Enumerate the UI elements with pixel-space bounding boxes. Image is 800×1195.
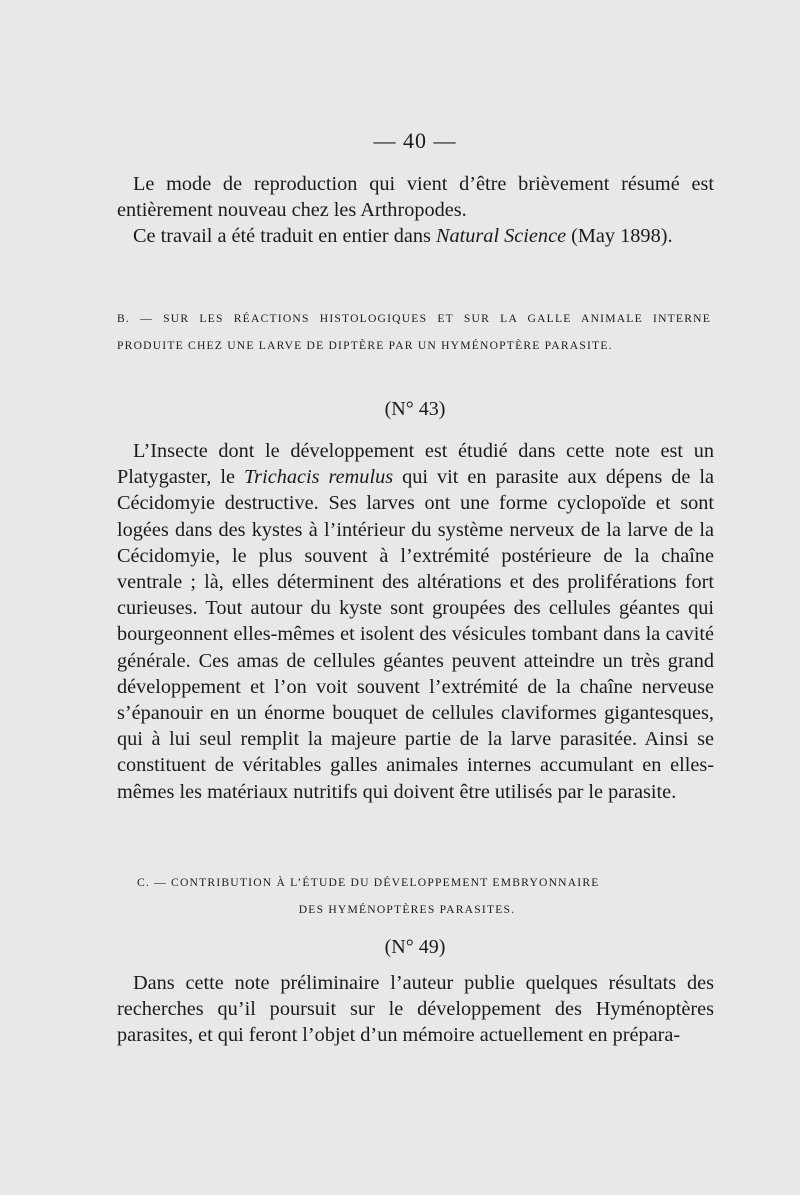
section-b-heading-block xyxy=(117,306,711,359)
section-c-body xyxy=(117,970,714,1049)
section-c-heading-line1: C. — CONTRIBUTION À L’ÉTUDE DU DÉVELOPPEMENT EMBRYONNAIRE xyxy=(137,876,600,889)
section-c-heading-block xyxy=(137,870,697,923)
section-b-number: (N° 43) xyxy=(384,398,446,420)
section-c-number: (N° 49) xyxy=(384,936,446,958)
section-b-paragraph: L’Insecte dont le développement est étudié dans cette note est un Platygaster, le Trichacis remulus qui vit en parasite aux dépens de la Cécidomyie destructive. Ses larves ont une forme cyclopoïde et sont logées dans des kystes à l’intérieur du système nerveux de la larve de la Cécidomyie, le plus souvent à l’extrémité postérieure de la chaîne ventrale ; là, elles déterminent des altérations et des proliférations fort curieuses. Tout autour du kyste sont groupées des cellules géantes qui bourgeonnent elles-mêmes et isolent des vésicules tombant dans la cavité générale. Ces amas de cellules géantes peuvent atteindre un très grand développement et l’on voit souvent l’extrémité de la chaîne nerveuse s’épanouir en un énorme bouquet de cellules claviformes gigantesques, qui à lui seul remplit la majeure partie de la larve parasitée. Ainsi se constituent de véritables galles animales internes accumulant en elles-mêmes les matériaux nutritifs qui doivent être utilisés par le parasite. xyxy=(117,440,714,803)
journal-title: Natural Science xyxy=(435,225,567,248)
page-number: — 40 — xyxy=(373,128,457,153)
section-c-heading-line2: DES HYMÉNOPTÈRES PARASITES. xyxy=(298,902,516,916)
intro-paragraph-2: Ce travail a été traduit en entier dans Natural Science (May 1898). xyxy=(133,225,673,248)
section-c-paragraph: Dans cette note préliminaire l’auteur publie quelques résultats des recherches qu’il poursuit sur le développement des Hyménoptères parasites, et qui feront l’objet d’un mémoire actuellement en prépara- xyxy=(117,972,714,1047)
section-b-heading: B. — SUR LES RÉACTIONS HISTOLOGIQUES ET SUR LA GALLE ANIMALE INTERNE PRODUITE CHEZ UNE LARVE DE DIPTÈRE PAR UN HYMÉNOPTÈRE PARASITE. xyxy=(117,312,711,352)
section-b-body xyxy=(117,438,714,805)
intro-block xyxy=(117,171,714,250)
species-name: Trichacis remulus xyxy=(244,466,394,489)
intro-paragraph-1: Le mode de reproduction qui vient d’être brièvement résumé est entièrement nouveau chez les Arthropodes. xyxy=(117,173,714,222)
